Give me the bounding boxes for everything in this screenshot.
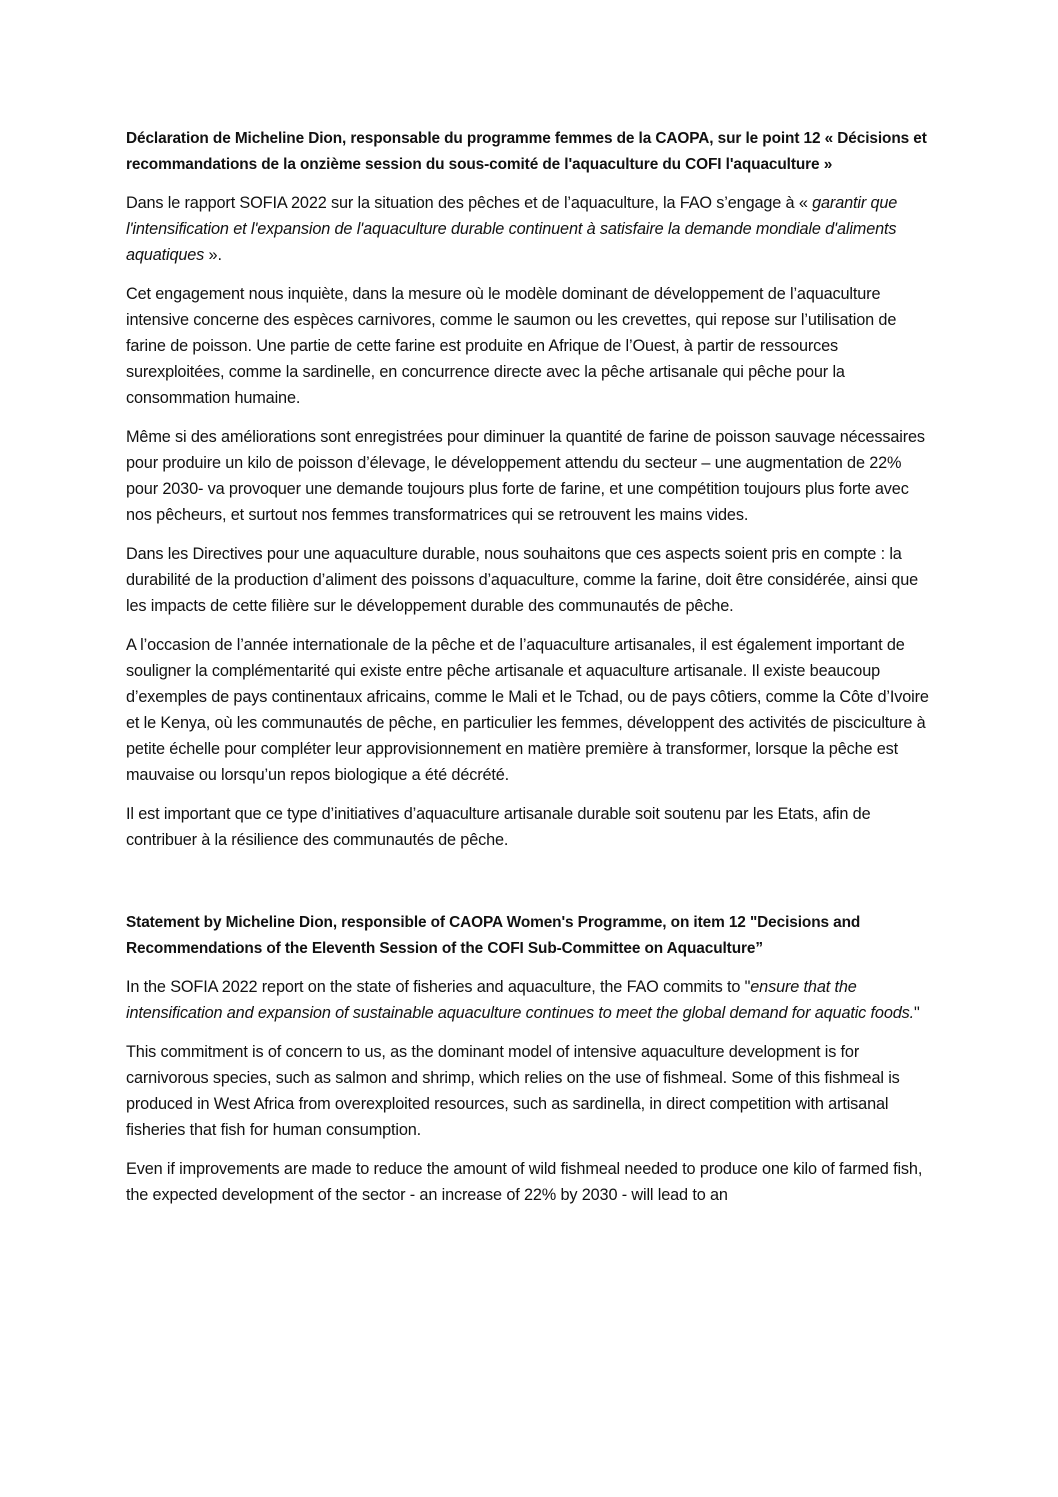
english-heading: Statement by Micheline Dion, responsible of CAOPA Women's Programme, on item 12 "Decisions and Recommendations of the Eleventh Session of the COFI Sub-Committee on Aquaculture” (126, 914, 861, 957)
section-spacer (126, 866, 936, 910)
english-paragraph-2: This commitment is of concern to us, as the dominant model of intensive aquaculture development is for carnivorous species, such as salmon and shrimp, which relies on the use of fishmeal. Some of this fishmeal is produced in West Africa from overexploited resources, such as sardinella, in direct competition with artisanal fisheries that fish for human consumption. (126, 1043, 900, 1139)
english-quote: ensure that the intensification and expansion of sustainable aquaculture continues to meet the global demand for aquatic foods. (126, 978, 915, 1022)
french-paragraph-1 (126, 190, 936, 268)
document-page (126, 126, 936, 1221)
french-paragraph-5: A l’occasion de l’année internationale de la pêche et de l’aquaculture artisanales, il est également important de souligner la complémentarité qui existe entre pêche artisanale et aquaculture artisanale. Il existe beaucoup d’exemples de pays continentaux africains, comme le Mali et le Tchad, ou de pays côtiers, comme la Côte d’Ivoire et le Kenya, où les communautés de pêche, en particulier les femmes, développent des activités de pisciculture à petite échelle pour compléter leur approvisionnement en matière première à transformer, lorsque la pêche est mauvaise ou lorsqu’un repos biologique a été décrété. (126, 636, 929, 784)
french-quote: garantir que l'intensification et l'expansion de l'aquaculture durable continuent à satisfaire la demande mondiale d'aliments aquatiques (126, 194, 898, 264)
french-paragraph-1-text: Dans le rapport SOFIA 2022 sur la situation des pêches et de l’aquaculture, la FAO s’engage à « (126, 194, 813, 212)
english-paragraph-1-text: In the SOFIA 2022 report on the state of fisheries and aquaculture, the FAO commits to " (126, 978, 751, 996)
english-paragraph-1-end: " (914, 1004, 920, 1022)
french-paragraph-1-end: ». (204, 246, 222, 264)
french-paragraph-2: Cet engagement nous inquiète, dans la mesure où le modèle dominant de développement de l’aquaculture intensive concerne des espèces carnivores, comme le saumon ou les crevettes, qui repose sur l’utilisation de farine de poisson. Une partie de cette farine est produite en Afrique de l’Ouest, à partir de ressources surexploitées, comme la sardinelle, en concurrence directe avec la pêche artisanale qui pêche pour la consommation humaine. (126, 285, 897, 407)
french-paragraph-6: Il est important que ce type d’initiatives d’aquaculture artisanale durable soit soutenu par les Etats, afin de contribuer à la résilience des communautés de pêche. (126, 805, 871, 849)
french-paragraph-4: Dans les Directives pour une aquaculture durable, nous souhaitons que ces aspects soient pris en compte : la durabilité de la production d’aliment des poissons d’aquaculture, comme la farine, doit être considérée, ainsi que les impacts de cette filière sur le développement durable des communautés de pêche. (126, 545, 919, 615)
french-paragraph-3: Même si des améliorations sont enregistrées pour diminuer la quantité de farine de poisson sauvage nécessaires pour produire un kilo de poisson d’élevage, le développement attendu du secteur – une augmentation de 22% pour 2030- va provoquer une demande toujours plus forte de farine, et une compétition toujours plus forte avec nos pêcheurs, et surtout nos femmes transformatrices qui se retrouvent les mains vides. (126, 428, 925, 524)
french-heading: Déclaration de Micheline Dion, responsable du programme femmes de la CAOPA, sur le point 12 « Décisions et recommandations de la onzième session du sous-comité de l'aquaculture du COFI l'aquaculture » (126, 130, 927, 173)
english-paragraph-3: Even if improvements are made to reduce the amount of wild fishmeal needed to produce one kilo of farmed fish, the expected development of the sector - an increase of 22% by 2030 - will lead to an (126, 1160, 923, 1204)
english-paragraph-1 (126, 974, 936, 1026)
